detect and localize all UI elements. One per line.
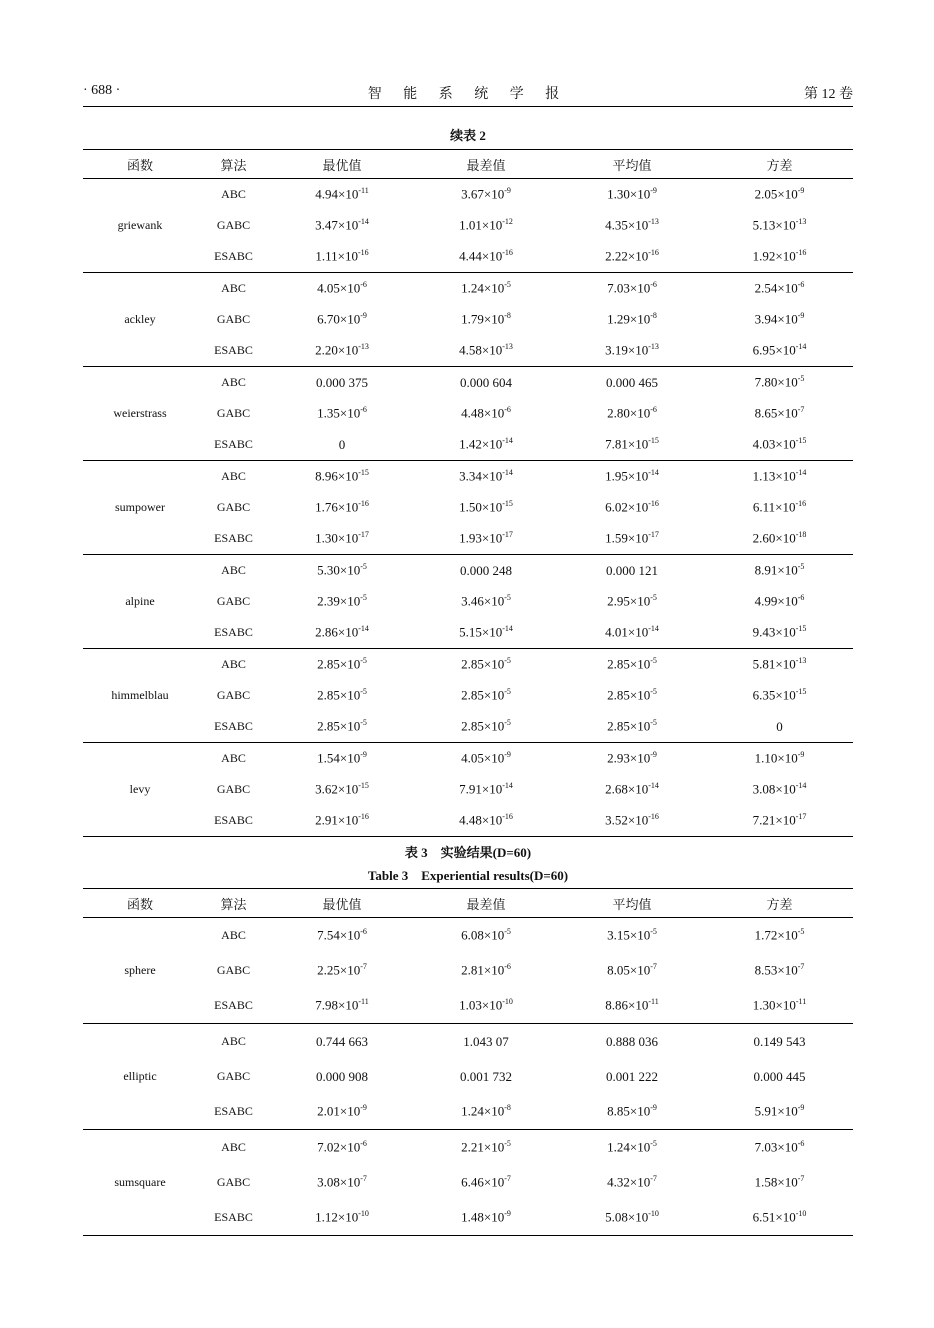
value-cell: $4.99\times 10^{-6}$ [754,593,805,609]
value-cell: 0.149 543 [753,1033,806,1049]
table-row [83,988,853,1024]
table-row [83,523,853,555]
value-cell: $9.43\times 10^{-15}$ [706,617,853,649]
function-name-cell: himmelblau [83,649,197,743]
table-row [83,1024,853,1060]
value-cell: 0.001 222 [606,1068,658,1084]
table3 [83,888,853,1236]
value-cell: $3.52\times 10^{-16}$ [558,805,706,837]
value-cell: $2.81\times 10^{-6}$ [461,962,511,978]
value-cell: $5.13\times 10^{-13}$ [752,217,807,233]
value-cell: $6.02\times 10^{-16}$ [605,499,659,515]
algorithm-cell: ABC [221,563,246,577]
algorithm-cell: GABC [216,963,251,977]
value-cell: $4.01\times 10^{-14}$ [558,617,706,649]
table-row [83,617,853,649]
value-cell: $8.53\times 10^{-7}$ [754,962,805,978]
value-cell: $1.30\times 10^{-9}$ [607,186,657,202]
algorithm-cell: ESABC [197,1094,270,1130]
value-cell: $8.85\times 10^{-9}$ [558,1094,706,1130]
function-name-cell: griewank [83,179,197,273]
value-cell: $2.95\times 10^{-5}$ [607,593,657,609]
algorithm-cell: ABC [221,928,246,942]
value-cell: $4.94\times 10^{-11}$ [315,186,369,202]
value-cell: $6.08\times 10^{-5}$ [461,927,511,943]
table-row [83,335,853,367]
algorithm-cell: ESABC [197,1200,270,1236]
table-row [83,1200,853,1236]
table-row [83,492,853,523]
table-row [83,649,853,681]
table-row [83,241,853,273]
table-row [83,1094,853,1130]
value-cell: $4.58\times 10^{-13}$ [414,335,558,367]
journal-title: 智 能 系 统 学 报 [367,87,569,102]
value-cell: $3.67\times 10^{-9}$ [461,186,511,202]
running-head [83,83,853,103]
value-cell: $1.76\times 10^{-16}$ [315,499,369,515]
value-cell: $1.10\times 10^{-9}$ [754,750,805,766]
algorithm-cell: ABC [221,657,246,671]
value-cell: $7.21\times 10^{-17}$ [706,805,853,837]
table-row [83,680,853,711]
value-cell: $7.80\times 10^{-5}$ [754,374,805,390]
algorithm-cell: ABC [221,751,246,765]
value-cell: 0.000 908 [316,1068,368,1084]
algorithm-cell: GABC [216,594,251,608]
value-cell: $3.46\times 10^{-5}$ [461,593,511,609]
function-name-cell: alpine [83,555,197,649]
function-name-cell: levy [83,743,197,837]
algorithm-cell: ABC [221,281,246,295]
table-row [83,555,853,587]
function-name-cell: ackley [83,273,197,367]
table-row [83,398,853,429]
value-cell: $2.85\times 10^{-5}$ [414,711,558,743]
algorithm-cell: GABC [216,782,251,796]
value-cell: $2.85\times 10^{-5}$ [607,656,657,672]
value-cell: $1.50\times 10^{-15}$ [459,499,513,515]
value-cell: $5.30\times 10^{-5}$ [317,562,367,578]
value-cell: $2.25\times 10^{-7}$ [317,962,367,978]
table-row [83,210,853,241]
value-cell: $1.24\times 10^{-5}$ [607,1139,657,1155]
table-row [83,953,853,988]
table2-header-cell: 最差值 [414,150,558,179]
value-cell: $6.70\times 10^{-9}$ [317,311,367,327]
value-cell: $2.85\times 10^{-5}$ [317,656,367,672]
table3-caption-cn: 表 3 实验结果(D=60) [404,845,532,860]
value-cell: $2.05\times 10^{-9}$ [754,186,805,202]
value-cell: $4.48\times 10^{-16}$ [414,805,558,837]
value-cell: $1.42\times 10^{-14}$ [414,429,558,461]
function-name-cell: sumpower [83,461,197,555]
value-cell: $2.85\times 10^{-5}$ [270,711,414,743]
value-cell: 0.744 663 [316,1033,368,1049]
value-cell: 0.000 121 [606,562,658,578]
value-cell: 0.000 375 [316,374,368,390]
algorithm-cell: ESABC [197,988,270,1024]
value-cell: $3.47\times 10^{-14}$ [315,217,369,233]
value-cell: $8.91\times 10^{-5}$ [754,562,805,578]
algorithm-cell: ABC [221,1034,246,1048]
function-name-cell: sphere [83,918,197,1024]
function-name-cell: weierstrass [83,367,197,461]
value-cell: $1.48\times 10^{-9}$ [414,1200,558,1236]
value-cell: $3.94\times 10^{-9}$ [754,311,805,327]
value-cell: $3.19\times 10^{-13}$ [558,335,706,367]
value-cell: $7.03\times 10^{-6}$ [754,1139,805,1155]
table-row [83,461,853,493]
algorithm-cell: ABC [221,187,246,201]
algorithm-cell: GABC [216,218,251,232]
value-cell: $1.29\times 10^{-8}$ [607,311,657,327]
table-row [83,1165,853,1200]
value-cell: $7.81\times 10^{-15}$ [558,429,706,461]
table-row [83,805,853,837]
table2-header-cell: 最优值 [270,150,414,179]
value-cell: $8.65\times 10^{-7}$ [754,405,805,421]
table-row [83,1130,853,1166]
value-cell: $2.01\times 10^{-9}$ [270,1094,414,1130]
value-cell: $3.34\times 10^{-14}$ [459,468,513,484]
value-cell: $5.08\times 10^{-10}$ [558,1200,706,1236]
value-cell: $4.35\times 10^{-13}$ [605,217,659,233]
algorithm-cell: ESABC [197,429,270,461]
value-cell: $5.81\times 10^{-13}$ [752,656,807,672]
table2-header-cell: 算法 [197,150,270,179]
value-cell: $2.39\times 10^{-5}$ [317,593,367,609]
value-cell: $6.11\times 10^{-16}$ [752,499,807,515]
value-cell: $2.80\times 10^{-6}$ [607,405,657,421]
table-row [83,774,853,805]
value-cell: $2.93\times 10^{-9}$ [607,750,657,766]
algorithm-cell: GABC [216,500,251,514]
algorithm-cell: ESABC [197,617,270,649]
table-row [83,273,853,305]
value-cell: $6.51\times 10^{-10}$ [706,1200,853,1236]
value-cell: $1.12\times 10^{-10}$ [270,1200,414,1236]
algorithm-cell: ESABC [197,805,270,837]
value-cell: $3.08\times 10^{-14}$ [752,781,807,797]
value-cell: 0.001 732 [460,1068,512,1084]
table2-header-cell: 方差 [706,150,853,179]
value-cell: $2.20\times 10^{-13}$ [270,335,414,367]
value-cell: $1.93\times 10^{-17}$ [414,523,558,555]
value-cell: $4.05\times 10^{-9}$ [461,750,511,766]
table-row [83,743,853,775]
table3-header-cell: 方差 [706,889,853,918]
value-cell: $1.01\times 10^{-12}$ [459,217,513,233]
algorithm-cell: ESABC [197,335,270,367]
value-cell: 0.000 445 [753,1068,806,1084]
algorithm-cell: ABC [221,469,246,483]
value-cell: $4.03\times 10^{-15}$ [706,429,853,461]
function-name-cell: elliptic [83,1024,197,1130]
value-cell: $1.35\times 10^{-6}$ [317,405,367,421]
value-cell: $2.85\times 10^{-5}$ [461,687,511,703]
value-cell: $1.11\times 10^{-16}$ [270,241,414,273]
value-cell: $2.85\times 10^{-5}$ [317,687,367,703]
algorithm-cell: GABC [216,312,251,326]
table3-header-cell: 算法 [197,889,270,918]
value-cell: $1.30\times 10^{-11}$ [706,988,853,1024]
algorithm-cell: GABC [216,1175,251,1189]
value-cell: $2.91\times 10^{-16}$ [270,805,414,837]
value-cell: $1.54\times 10^{-9}$ [317,750,367,766]
function-name-cell: sumsquare [83,1130,197,1236]
value-cell: $7.54\times 10^{-6}$ [317,927,367,943]
table-row [83,1059,853,1094]
value-cell: $1.24\times 10^{-8}$ [414,1094,558,1130]
volume-number: 第 12 卷 [804,87,853,102]
algorithm-cell: GABC [216,1069,251,1083]
header-rule [83,106,853,107]
value-cell: $1.03\times 10^{-10}$ [414,988,558,1024]
value-cell: $4.05\times 10^{-6}$ [317,280,367,296]
value-cell: $1.30\times 10^{-17}$ [270,523,414,555]
table-row [83,918,853,954]
value-cell: $7.03\times 10^{-6}$ [607,280,657,296]
value-cell: 0 [270,429,414,461]
value-cell: $2.68\times 10^{-14}$ [605,781,659,797]
value-cell: $7.02\times 10^{-6}$ [317,1139,367,1155]
value-cell: $1.79\times 10^{-8}$ [461,311,511,327]
value-cell: $6.35\times 10^{-15}$ [752,687,807,703]
value-cell: 0.888 036 [606,1033,658,1049]
value-cell: $5.15\times 10^{-14}$ [414,617,558,649]
table3-caption-en: Table 3 Experiential results(D=60) [367,868,569,883]
value-cell: 0.000 604 [460,374,512,390]
value-cell: $1.95\times 10^{-14}$ [605,468,659,484]
table2 [83,149,853,837]
algorithm-cell: ABC [221,1140,246,1154]
value-cell: $2.60\times 10^{-18}$ [706,523,853,555]
algorithm-cell: ABC [221,375,246,389]
value-cell: $1.58\times 10^{-7}$ [754,1174,805,1190]
value-cell: $6.46\times 10^{-7}$ [461,1174,511,1190]
algorithm-cell: ESABC [197,241,270,273]
algorithm-cell: ESABC [197,711,270,743]
value-cell: $1.24\times 10^{-5}$ [461,280,511,296]
value-cell: $3.08\times 10^{-7}$ [317,1174,367,1190]
value-cell: 0.000 465 [606,374,658,390]
value-cell: $3.15\times 10^{-5}$ [607,927,657,943]
value-cell: $1.92\times 10^{-16}$ [706,241,853,273]
table-row [83,179,853,211]
value-cell: $6.95\times 10^{-14}$ [706,335,853,367]
value-cell: $8.96\times 10^{-15}$ [315,468,369,484]
table-row [83,429,853,461]
value-cell: 1.043 07 [463,1033,509,1049]
value-cell: 0 [706,711,853,743]
value-cell: $3.62\times 10^{-15}$ [315,781,369,797]
value-cell: $4.44\times 10^{-16}$ [414,241,558,273]
value-cell: $1.72\times 10^{-5}$ [754,927,805,943]
value-cell: $5.91\times 10^{-9}$ [706,1094,853,1130]
value-cell: $2.85\times 10^{-5}$ [607,687,657,703]
value-cell: $2.85\times 10^{-5}$ [558,711,706,743]
table3-header-cell: 最优值 [270,889,414,918]
value-cell: $1.59\times 10^{-17}$ [558,523,706,555]
value-cell: $7.91\times 10^{-14}$ [459,781,513,797]
table-row [83,586,853,617]
value-cell: $4.48\times 10^{-6}$ [461,405,511,421]
value-cell: 0.000 248 [460,562,512,578]
algorithm-cell: GABC [216,688,251,702]
page-number: · 688 · [83,83,121,98]
table2-header-cell: 函数 [83,150,197,179]
table-row [83,711,853,743]
table3-header-cell: 函数 [83,889,197,918]
value-cell: $2.86\times 10^{-14}$ [270,617,414,649]
table-row [83,367,853,399]
value-cell: $8.05\times 10^{-7}$ [607,962,657,978]
value-cell: $8.86\times 10^{-11}$ [558,988,706,1024]
algorithm-cell: GABC [216,406,251,420]
value-cell: $7.98\times 10^{-11}$ [270,988,414,1024]
algorithm-cell: ESABC [197,523,270,555]
table2-caption: 续表 2 [450,128,486,143]
value-cell: $2.21\times 10^{-5}$ [461,1139,511,1155]
value-cell: $1.13\times 10^{-14}$ [752,468,807,484]
value-cell: $4.32\times 10^{-7}$ [607,1174,657,1190]
value-cell: $2.54\times 10^{-6}$ [754,280,805,296]
value-cell: $2.22\times 10^{-16}$ [558,241,706,273]
table-row [83,304,853,335]
table3-header-cell: 平均值 [558,889,706,918]
value-cell: $2.85\times 10^{-5}$ [461,656,511,672]
table2-header-cell: 平均值 [558,150,706,179]
table3-header-cell: 最差值 [414,889,558,918]
